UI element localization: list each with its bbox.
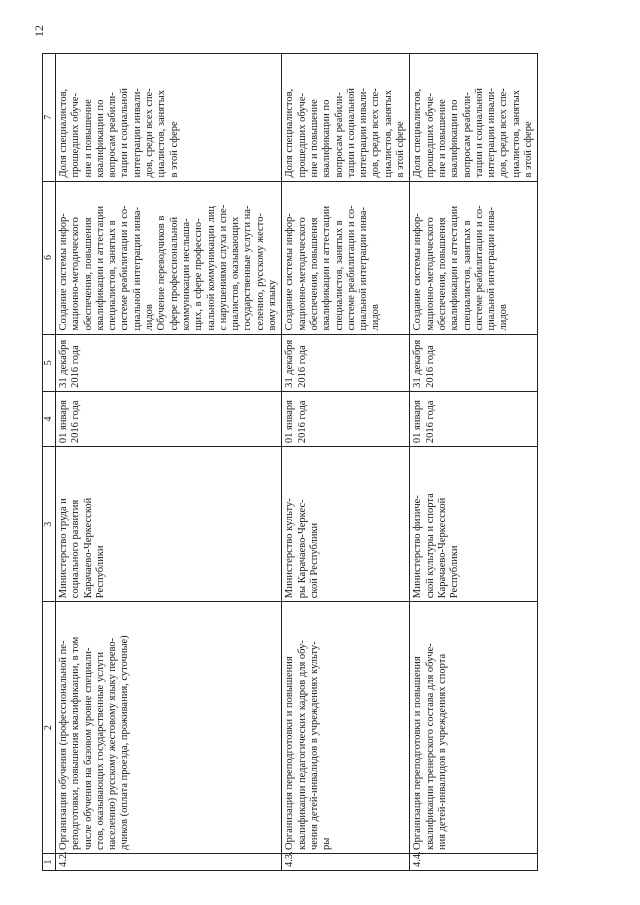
- text-line: ры: [321, 837, 333, 851]
- row-number: 4.2.: [56, 854, 282, 871]
- start-date-cell: [56, 391, 282, 446]
- column-number-1: 1: [43, 854, 56, 871]
- text-line: лидов: [370, 304, 382, 331]
- text-line: циалистов, оказывающих: [230, 216, 242, 331]
- executor-cell: [56, 447, 282, 602]
- text-line: ние и повышение: [308, 99, 320, 178]
- text-line: Карачаево-Черкесской: [436, 497, 448, 599]
- text-line: чения детей-инвалидов в учреждениях культу-: [308, 641, 320, 851]
- text-line: щих, в сфере профессио-: [193, 218, 205, 331]
- text-line: ние и повышение: [82, 99, 94, 178]
- expected-result-cell: [410, 181, 538, 334]
- text-line: дчиков (оплата проезда, проживания, суточные): [119, 635, 131, 851]
- text-line: Доля специалистов,: [412, 88, 424, 178]
- activity-cell: [410, 602, 538, 854]
- text-line: 2016 года: [296, 345, 308, 388]
- expected-result-cell: [282, 181, 410, 334]
- text-line: циалистов, занятых: [510, 89, 522, 178]
- text-line: дов, среди всех спе-: [498, 88, 510, 178]
- text-line: социального развития: [70, 499, 82, 599]
- text-line: Обучение переводчиков в: [156, 215, 168, 331]
- text-line: квалификации педагогических кадров для обу-: [296, 640, 308, 851]
- end-date-cell: [410, 334, 538, 391]
- text-line: с нарушениями слуха и спе-: [217, 204, 229, 331]
- text-line: квалификации и аттестации: [321, 205, 333, 331]
- text-line: Создание системы инфор-: [58, 213, 69, 331]
- text-line: интеграции инвали-: [131, 88, 143, 178]
- text-line: 2016 года: [424, 345, 436, 388]
- text-line: циальной интеграции инва-: [358, 206, 370, 331]
- text-line: специалистов, занятых в: [107, 220, 119, 331]
- column-number-6: 6: [43, 181, 56, 334]
- text-line: ской Республики: [308, 522, 320, 599]
- text-line: Создание системы инфор-: [412, 213, 424, 331]
- text-line: прошедших обуче-: [296, 93, 308, 178]
- text-line: прошедших обуче-: [424, 93, 436, 178]
- text-line: лидов: [498, 304, 510, 331]
- text-line: в этой сфере: [395, 121, 407, 178]
- text-line: мационно-методического: [70, 217, 82, 331]
- text-line: 01 января: [58, 399, 69, 444]
- text-line: квалификации по: [449, 99, 461, 178]
- executor-cell: [282, 447, 410, 602]
- text-line: тации и социальной: [119, 88, 131, 178]
- text-line: 01 января: [284, 399, 296, 444]
- text-line: Республики: [94, 545, 106, 599]
- text-line: государственные услуги на-: [242, 205, 254, 331]
- text-line: системе реабилитации и со-: [473, 205, 485, 331]
- expected-result-cell: [56, 181, 282, 334]
- text-line: квалификации и аттестации: [449, 205, 461, 331]
- page-number: 12: [32, 25, 46, 37]
- text-line: обеспечения, повышения: [308, 217, 320, 331]
- row-number: 4.3.: [282, 854, 410, 871]
- text-line: мационно-методического: [424, 217, 436, 331]
- text-line: квалификации тренерского состава для обуче-: [424, 643, 436, 851]
- indicator-cell: [282, 54, 410, 182]
- text-line: нальной коммуникации лиц: [205, 206, 217, 331]
- text-line: 31 декабря: [58, 339, 69, 388]
- text-line: Министерство физиче-: [412, 495, 424, 599]
- text-line: ния детей-инвалидов в учреждениях спорта: [436, 653, 448, 851]
- text-line: интеграции инвали-: [486, 88, 498, 178]
- text-line: циалистов, занятых: [156, 89, 168, 178]
- table-row: [56, 54, 282, 871]
- text-line: обеспечения, повышения: [436, 217, 448, 331]
- start-date-cell: [282, 391, 410, 446]
- table-row: [282, 54, 410, 871]
- text-line: 2016 года: [70, 400, 82, 444]
- text-line: специалистов, занятых в: [333, 220, 345, 331]
- column-number-5: 5: [43, 334, 56, 391]
- text-line: Карачаево-Черкесской: [82, 497, 94, 599]
- text-line: селению, русскому жесто-: [254, 213, 266, 331]
- activity-cell: [282, 602, 410, 854]
- end-date-cell: [282, 334, 410, 391]
- indicator-cell: [56, 54, 282, 182]
- text-line: сфере профессиональной: [168, 216, 180, 331]
- text-line: Создание системы инфор-: [284, 213, 296, 331]
- text-line: коммуникации неслыша-: [180, 218, 192, 331]
- text-line: тации и социальной: [345, 88, 357, 178]
- measures-table: [42, 53, 538, 871]
- text-line: вопросам реабили-: [333, 92, 345, 178]
- text-line: ние и повышение: [436, 99, 448, 178]
- text-line: циальной интеграции инва-: [131, 206, 143, 331]
- text-line: вопросам реабили-: [461, 92, 473, 178]
- text-line: мационно-методического: [296, 217, 308, 331]
- text-line: системе реабилитации и со-: [345, 205, 357, 331]
- end-date-cell: [56, 334, 282, 391]
- text-line: специалистов, занятых в: [461, 220, 473, 331]
- text-line: лидов: [144, 304, 156, 331]
- table-body: [43, 54, 538, 871]
- text-line: населению) русскому жестовому языку перево-: [107, 637, 119, 851]
- text-line: в этой сфере: [522, 121, 534, 178]
- text-line: вому языку: [267, 279, 279, 331]
- text-line: Министерство труда и: [58, 498, 69, 599]
- text-line: циалистов, занятых: [382, 89, 394, 178]
- text-line: Организация переподготовки и повышения: [284, 656, 296, 851]
- table-row: [410, 54, 538, 871]
- text-line: Организация обучения (профессиональной пе-: [58, 640, 69, 851]
- text-line: 31 декабря: [284, 339, 296, 388]
- text-line: тации и социальной: [473, 88, 485, 178]
- text-line: квалификации по: [321, 99, 333, 178]
- text-line: прошедших обуче-: [70, 93, 82, 178]
- column-number-7: 7: [43, 54, 56, 182]
- column-number-3: 3: [43, 447, 56, 602]
- text-line: стов, оказывающих государственные услуги: [94, 651, 106, 851]
- text-line: реподготовки, повышения квалификации, в том: [70, 636, 82, 851]
- text-line: ры Карачаево-Черкес-: [296, 499, 308, 599]
- text-line: Организация переподготовки и повышения: [412, 656, 424, 851]
- header-row: [43, 54, 56, 871]
- text-line: ской культуры и спорта: [424, 493, 436, 599]
- text-line: циальной интеграции инва-: [486, 206, 498, 331]
- column-number-2: 2: [43, 602, 56, 854]
- text-line: 2016 года: [296, 400, 308, 444]
- text-line: Республики: [449, 545, 461, 599]
- text-line: 01 января: [412, 399, 424, 444]
- text-line: в этой сфере: [168, 121, 180, 178]
- column-number-4: 4: [43, 391, 56, 446]
- text-line: Доля специалистов,: [58, 88, 69, 178]
- text-line: Министерство культу-: [284, 498, 296, 599]
- text-line: квалификации по: [94, 99, 106, 178]
- activity-cell: [56, 602, 282, 854]
- text-line: системе реабилитации и со-: [119, 205, 131, 331]
- text-line: 2016 года: [424, 400, 436, 444]
- text-line: Доля специалистов,: [284, 88, 296, 178]
- text-line: дов, среди всех спе-: [370, 88, 382, 178]
- text-line: вопросам реабили-: [107, 92, 119, 178]
- text-line: дов, среди всех спе-: [144, 88, 156, 178]
- indicator-cell: [410, 54, 538, 182]
- text-line: интеграции инвали-: [358, 88, 370, 178]
- text-line: квалификации и аттестации: [94, 205, 106, 331]
- text-line: обеспечения, повышения: [82, 217, 94, 331]
- text-line: 2016 года: [70, 345, 82, 388]
- executor-cell: [410, 447, 538, 602]
- text-line: 31 декабря: [412, 339, 424, 388]
- row-number: 4.4.: [410, 854, 538, 871]
- start-date-cell: [410, 391, 538, 446]
- text-line: числе обучения на базовом уровне специали-: [82, 647, 94, 851]
